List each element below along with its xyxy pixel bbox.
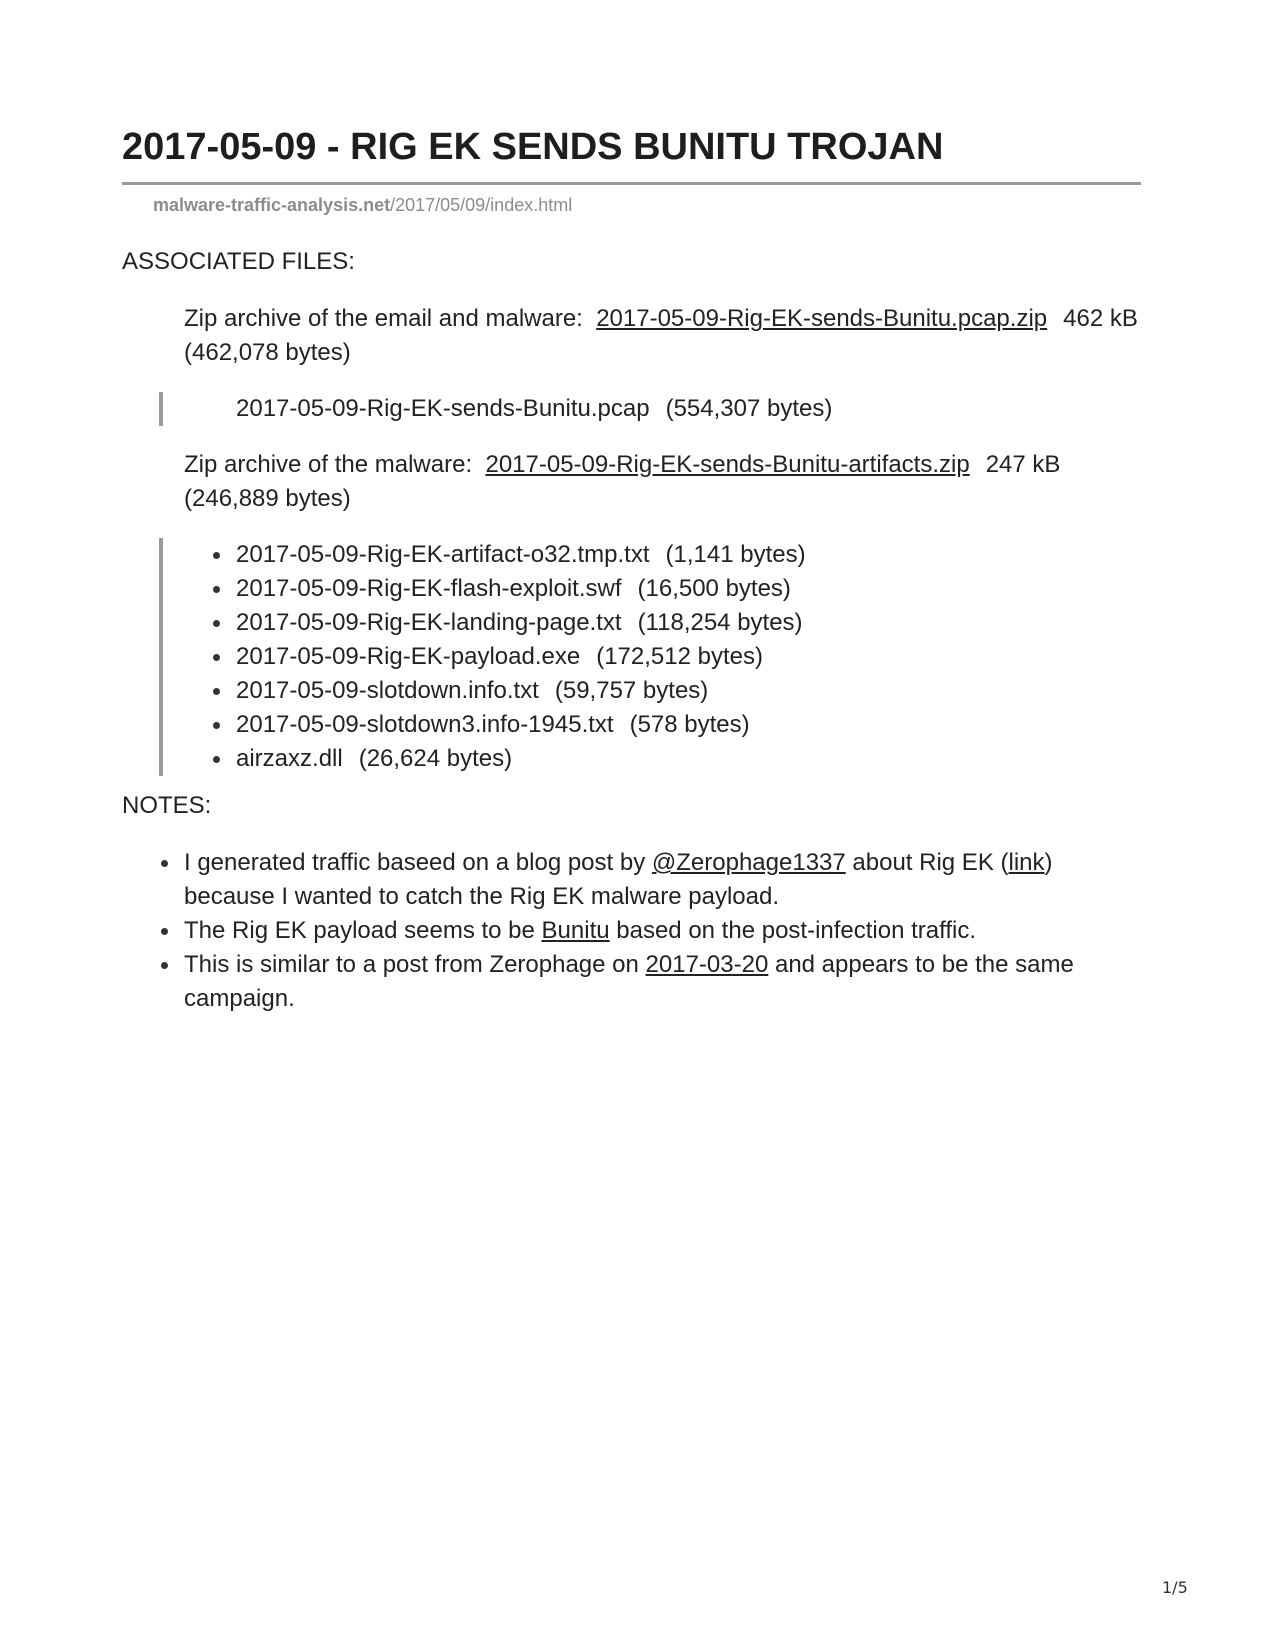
page-title: 2017-05-09 - RIG EK SENDS BUNITU TROJAN (122, 126, 944, 168)
list-item (163, 674, 806, 708)
note-item (122, 846, 1142, 914)
list-item (163, 742, 806, 776)
rig-ek-link[interactable]: link (1008, 849, 1045, 876)
file-name: 2017-05-09-Rig-EK-artifact-o32.tmp.txt (236, 541, 650, 568)
associated-files-heading: ASSOCIATED FILES: (122, 248, 355, 275)
zip2-file-list (163, 538, 806, 776)
date-link[interactable]: 2017-03-20 (645, 951, 769, 978)
list-item (163, 538, 806, 572)
url-host: malware-traffic-analysis.net (153, 195, 391, 215)
note-item (122, 914, 1142, 948)
zip2-link[interactable]: 2017-05-09-Rig-EK-sends-Bunitu-artifacts.zip (485, 451, 970, 478)
zip2-size: 247 kB (246,889 bytes) (184, 451, 1061, 512)
zip1-link[interactable]: 2017-05-09-Rig-EK-sends-Bunitu.pcap.zip (596, 305, 1048, 332)
list-item (163, 606, 806, 640)
zip1-description (184, 302, 1144, 370)
note-text: based on the post-infection traffic. (609, 917, 977, 944)
note-text: I generated traffic baseed on a blog post by (184, 849, 652, 876)
file-name: 2017-05-09-slotdown.info.txt (236, 677, 539, 704)
zip2-description (184, 448, 1144, 516)
note-item (122, 948, 1142, 1016)
list-item (163, 708, 806, 742)
file-size: (172,512 bytes) (596, 643, 763, 670)
zip2-prefix: Zip archive of the malware: (184, 451, 473, 478)
title-divider (122, 182, 1141, 185)
file-size: (16,500 bytes) (637, 575, 791, 602)
zerophage-link[interactable]: @Zerophage1337 (651, 849, 846, 876)
zip1-file (163, 392, 832, 426)
notes-heading: NOTES: (122, 792, 212, 819)
file-name: 2017-05-09-Rig-EK-sends-Bunitu.pcap (236, 395, 650, 422)
file-size: (1,141 bytes) (665, 541, 806, 568)
file-name: 2017-05-09-slotdown3.info-1945.txt (236, 711, 614, 738)
note-text: The Rig EK payload seems to be (184, 917, 542, 944)
file-size: (26,624 bytes) (358, 745, 513, 772)
file-size: (59,757 bytes) (554, 677, 709, 704)
list-item (163, 640, 806, 674)
file-name: 2017-05-09-Rig-EK-landing-page.txt (236, 609, 622, 636)
file-size: (118,254 bytes) (637, 609, 803, 636)
page-number: 1/5 (1162, 1578, 1188, 1597)
file-name: 2017-05-09-Rig-EK-payload.exe (236, 643, 581, 670)
file-name: airzaxz.dll (236, 745, 343, 772)
note-text: and appears to be the same campaign. (184, 951, 1074, 1012)
note-text: This is similar to a post from Zerophage on (184, 951, 646, 978)
notes-list (122, 846, 1142, 1016)
file-size: (578 bytes) (629, 711, 750, 738)
note-text: about Rig EK ( (845, 849, 1009, 876)
list-item (163, 572, 806, 606)
file-name: 2017-05-09-Rig-EK-flash-exploit.swf (236, 575, 622, 602)
bunitu-link[interactable]: Bunitu (541, 917, 610, 944)
zip1-size: 462 kB (462,078 bytes) (184, 305, 1138, 366)
note-text: ) because I wanted to catch the Rig EK malware payload. (184, 849, 1053, 910)
page-url (153, 195, 572, 216)
file-size: (554,307 bytes) (665, 395, 833, 422)
zip2-contents (159, 538, 806, 776)
zip1-contents (159, 392, 832, 426)
zip1-prefix: Zip archive of the email and malware: (184, 305, 583, 332)
url-path: /2017/05/09/index.html (390, 195, 573, 215)
